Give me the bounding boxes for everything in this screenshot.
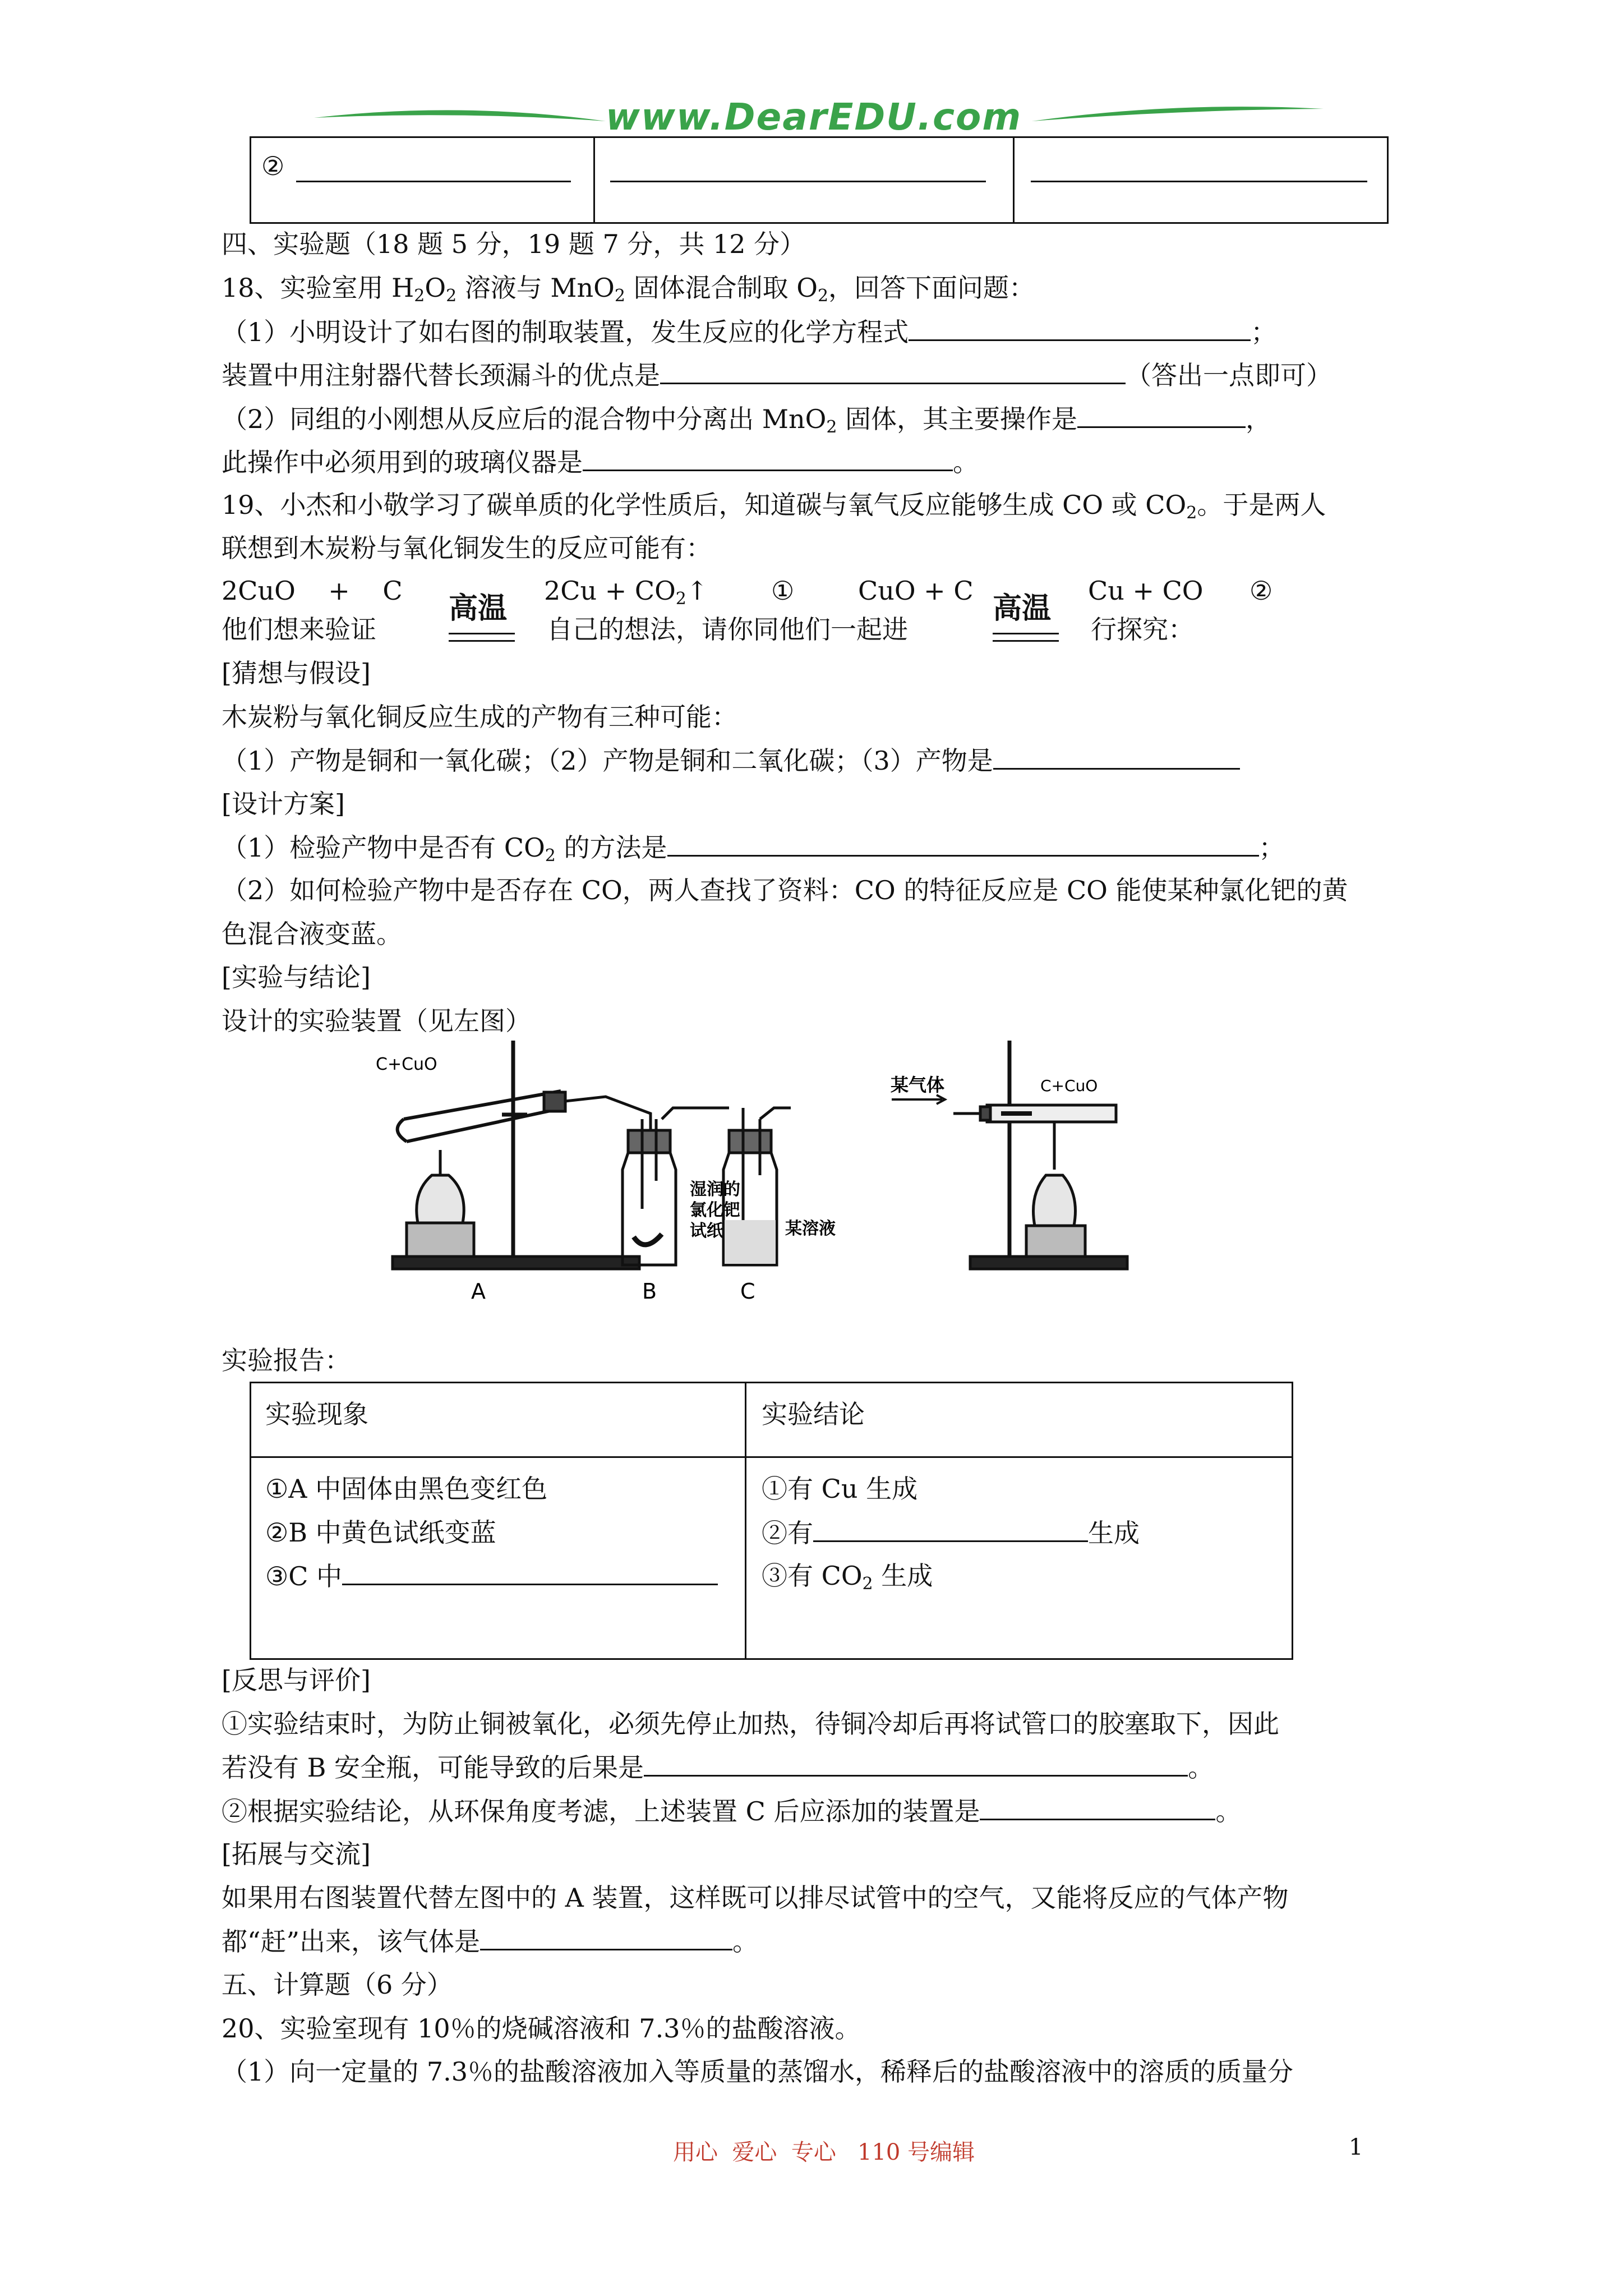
q18-part1-advantage bbox=[222, 358, 1332, 392]
equation-1-number: ① bbox=[771, 576, 795, 606]
report-row-divider bbox=[251, 1456, 1292, 1458]
design1-a: （1）检验产物中是否有 CO bbox=[222, 832, 545, 863]
equation-1-right bbox=[544, 574, 708, 616]
q18-stem-b: O bbox=[425, 273, 446, 303]
q18-sub-3: 2 bbox=[614, 286, 625, 306]
logo-swoosh-right bbox=[1032, 101, 1324, 135]
q18-stem-d: 固体混合制取 O bbox=[625, 273, 818, 303]
condition-high-temp-2: 高温 bbox=[993, 591, 1052, 625]
r1-l2-text: 若没有 B 安全瓶，可能导致的后果是 bbox=[222, 1752, 644, 1783]
q19-line1 bbox=[222, 488, 1326, 530]
top-table-blank-2 bbox=[610, 156, 986, 182]
q18-stem-c: 溶液与 MnO bbox=[457, 273, 615, 303]
report-phenomenon-1: ①A 中固体由黑色变红色 bbox=[265, 1474, 548, 1504]
q20-stem: 20、实验室现有 10％的烧碱溶液和 7.3％的盐酸溶液。 bbox=[222, 2013, 861, 2044]
logo-text: www.DearEDU.com bbox=[606, 95, 1022, 139]
q18-part2-glass bbox=[222, 445, 979, 479]
report-phenomenon-3 bbox=[265, 1559, 718, 1593]
q18-equation-blank[interactable] bbox=[909, 315, 1251, 341]
guess-options bbox=[222, 743, 1240, 777]
ph3-text: ③C 中 bbox=[265, 1561, 343, 1591]
q18-operation-blank[interactable] bbox=[1077, 402, 1246, 428]
q19-line4-c: 行探究： bbox=[1091, 614, 1194, 645]
q18-p2-end: （答出一点即可） bbox=[1126, 360, 1332, 390]
co3-a: ③有 CO bbox=[762, 1561, 863, 1591]
q18-p2-text: 装置中用注射器代替长颈漏斗的优点是 bbox=[222, 360, 660, 390]
q18-sub-2: 2 bbox=[446, 286, 457, 306]
q18-p3-sub: 2 bbox=[826, 417, 837, 437]
fig-right-gas: 某气体 bbox=[891, 1074, 945, 1096]
q19-line4-b: 自己的想法，请你同他们一起进 bbox=[547, 614, 908, 645]
fig-label-c: C bbox=[740, 1279, 755, 1304]
condition-high-temp-1: 高温 bbox=[449, 591, 508, 625]
section4-title: 四、实验题（18 题 5 分，19 题 7 分，共 12 分） bbox=[222, 229, 806, 259]
design-1 bbox=[222, 830, 1285, 873]
heading-experiment: [实验与结论] bbox=[222, 962, 371, 992]
q18-p3-b: 固体，其主要操作是 bbox=[837, 404, 1078, 434]
device-blank[interactable] bbox=[980, 1794, 1215, 1820]
guess-options-text: （1）产物是铜和一氧化碳；（2）产物是铜和二氧化碳；（3）产物是 bbox=[222, 746, 993, 776]
report-conclusion-2 bbox=[762, 1516, 1140, 1550]
c-phenomenon-blank[interactable] bbox=[342, 1559, 718, 1585]
eq1-sub: 2 bbox=[675, 589, 686, 609]
heading-guess: [猜想与假设] bbox=[222, 658, 371, 688]
exp-l2-text: 都“赶”出来，该气体是 bbox=[222, 1926, 481, 1957]
reflection-1-line2 bbox=[222, 1750, 1214, 1784]
report-table bbox=[250, 1382, 1293, 1660]
q20-part1: （1）向一定量的 7.3％的盐酸溶液加入等质量的蒸馏水，稀释后的盐酸溶液中的溶质的质量分 bbox=[222, 2056, 1294, 2087]
design-2-line1: （2）如何检验产物中是否存在 CO，两人查找了资料：CO 的特征反应是 CO 能使某种氯化钯的黄 bbox=[222, 875, 1348, 905]
fig-left-reagent: C+CuO bbox=[376, 1055, 437, 1074]
fig-label-b: B bbox=[642, 1279, 657, 1304]
section5-title: 五、计算题（6 分） bbox=[222, 1970, 453, 2000]
fig-paper-label-1: 湿润的 bbox=[690, 1180, 740, 1199]
expansion-line2 bbox=[222, 1924, 758, 1958]
footer-editor: 用心 爱心 专心 110 号编辑 bbox=[673, 2139, 975, 2165]
top-answer-table bbox=[250, 136, 1389, 224]
co3-b: 生成 bbox=[873, 1561, 933, 1591]
q18-stem-e: ，回答下面问题： bbox=[828, 273, 1035, 303]
report-phenomenon-2: ②B 中黄色试纸变蓝 bbox=[265, 1517, 496, 1548]
gas-arrow-icon: ↑ bbox=[686, 576, 708, 606]
report-col-divider bbox=[745, 1383, 746, 1658]
page-number: 1 bbox=[1349, 2134, 1363, 2160]
heading-expansion: [拓展与交流] bbox=[222, 1839, 371, 1869]
heading-design: [设计方案] bbox=[222, 789, 345, 819]
fig-paper-label-2: 氯化钯 bbox=[690, 1200, 740, 1220]
report-head-conclusion: 实验结论 bbox=[762, 1399, 865, 1429]
eq1-right-text: 2Cu + CO bbox=[544, 576, 676, 606]
fig-label-a: A bbox=[471, 1279, 486, 1304]
q18-stem bbox=[222, 271, 1035, 313]
r1-end: 。 bbox=[1188, 1752, 1214, 1783]
consequence-blank[interactable] bbox=[644, 1750, 1188, 1777]
guess-product-blank[interactable] bbox=[993, 743, 1240, 770]
equals-sign-2 bbox=[993, 633, 1059, 642]
top-table-blank-3 bbox=[1031, 156, 1367, 182]
q19-l1-sub: 2 bbox=[1186, 503, 1197, 523]
q18-p3-a: （2）同组的小刚想从反应后的混合物中分离出 MnO bbox=[222, 404, 827, 434]
r2-end: 。 bbox=[1215, 1796, 1242, 1826]
co2-method-blank[interactable] bbox=[667, 830, 1259, 857]
equals-sign-1 bbox=[449, 633, 515, 642]
q19-l1-a: 19、小杰和小敬学习了碳单质的化学性质后，知道碳与氧气反应能够生成 CO 或 CO bbox=[222, 490, 1187, 520]
q18-p4-end: 。 bbox=[953, 447, 979, 477]
product-blank[interactable] bbox=[813, 1516, 1088, 1542]
report-title: 实验报告： bbox=[222, 1345, 351, 1375]
fig-solution-label: 某溶液 bbox=[785, 1219, 836, 1239]
reflection-1-line1: ①实验结束时，为防止铜被氧化，必须先停止加热，待铜冷却后再将试管口的胶塞取下，因此 bbox=[222, 1709, 1279, 1739]
design1-end: ； bbox=[1258, 832, 1285, 863]
q19-line2: 联想到木炭粉与氧化铜发生的反应可能有： bbox=[222, 533, 712, 563]
equation-2-number: ② bbox=[1249, 576, 1273, 606]
design1-sub: 2 bbox=[545, 846, 556, 866]
guess-intro: 木炭粉与氧化铜反应生成的产物有三种可能： bbox=[222, 702, 737, 732]
co2-a: ②有 bbox=[762, 1518, 813, 1548]
q18-p4-text: 此操作中必须用到的玻璃仪器是 bbox=[222, 447, 583, 477]
expansion-line1: 如果用右图装置代替左图中的 A 装置，这样既可以排尽试管中的空气，又能将反应的气体产物 bbox=[222, 1883, 1289, 1913]
top-table-blank-1 bbox=[296, 156, 571, 182]
fig-paper-label-3: 试纸 bbox=[690, 1221, 723, 1241]
q18-part2 bbox=[222, 402, 1271, 444]
equation-2-left: CuO + C bbox=[858, 576, 974, 606]
design-2-line2: 色混合液变蓝。 bbox=[222, 919, 402, 949]
gas-blank[interactable] bbox=[480, 1924, 732, 1950]
q18-stem-a: 18、实验室用 H bbox=[222, 273, 414, 303]
co3-sub: 2 bbox=[862, 1574, 873, 1594]
top-table-row-label: ② bbox=[261, 151, 285, 181]
logo-swoosh-left bbox=[314, 101, 606, 135]
q18-sub-4: 2 bbox=[817, 286, 829, 306]
design1-b: 的方法是 bbox=[555, 832, 667, 863]
report-conclusion-1: ①有 Cu 生成 bbox=[762, 1474, 918, 1504]
q19-line4-a: 他们想来验证 bbox=[222, 614, 376, 645]
experiment-intro: 设计的实验装置（见左图） bbox=[222, 1006, 531, 1036]
fig-right-reagent: C+CuO bbox=[1040, 1076, 1098, 1095]
q18-p1-text: （1）小明设计了如右图的制取装置，发生反应的化学方程式 bbox=[222, 317, 909, 347]
report-conclusion-3 bbox=[762, 1559, 933, 1601]
apparatus-figure bbox=[359, 1041, 1144, 1310]
q18-p3-end: ， bbox=[1246, 404, 1272, 434]
heading-reflection: [反思与评价] bbox=[222, 1665, 371, 1695]
q18-part1 bbox=[222, 315, 1276, 349]
equation-2-right: Cu + CO bbox=[1088, 576, 1204, 606]
reflection-2 bbox=[222, 1794, 1241, 1828]
equation-1-left: 2CuO + C bbox=[222, 576, 403, 606]
q18-sub-1: 2 bbox=[414, 286, 425, 306]
r2-text: ②根据实验结论，从环保角度考滤，上述装置 C 后应添加的装置是 bbox=[222, 1796, 980, 1826]
exp-l2-end: 。 bbox=[732, 1926, 759, 1957]
q18-glassware-blank[interactable] bbox=[583, 445, 953, 471]
apparatus-a bbox=[393, 1041, 651, 1269]
q18-advantage-blank[interactable] bbox=[660, 358, 1126, 384]
q19-l1-b: 。于是两人 bbox=[1197, 490, 1326, 520]
co2-b: 生成 bbox=[1088, 1518, 1140, 1548]
q18-p1-end: ； bbox=[1251, 317, 1277, 347]
report-head-phenomena: 实验现象 bbox=[265, 1399, 368, 1429]
